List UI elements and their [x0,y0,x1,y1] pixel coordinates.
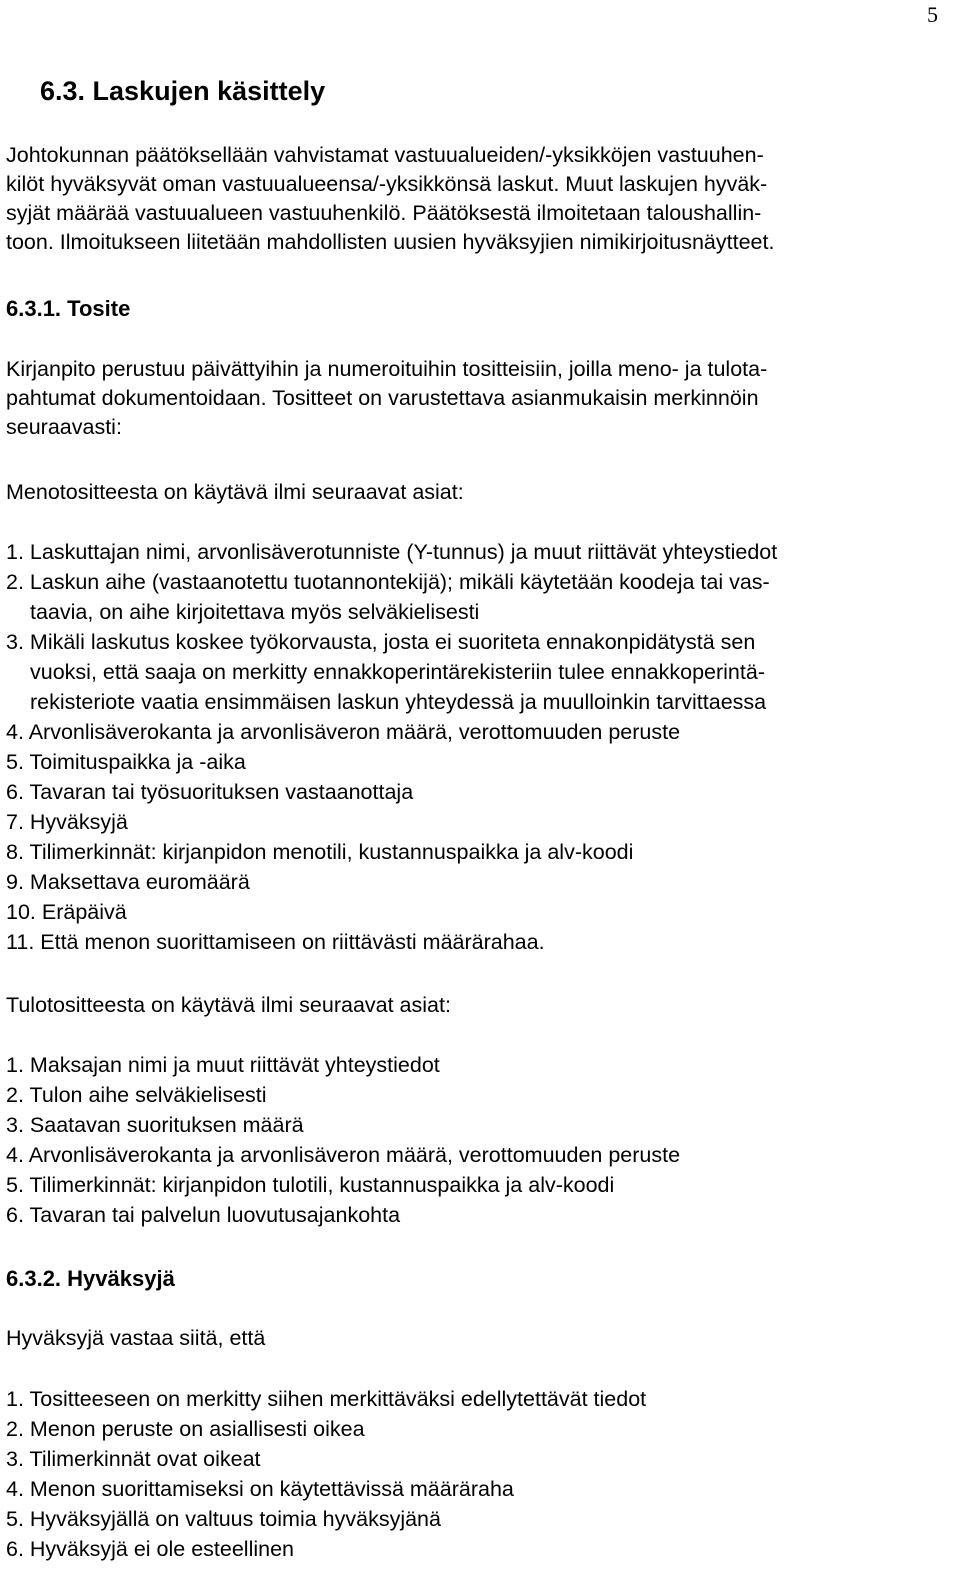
intro-paragraph [6,141,954,257]
intro-line: Johtokunnan päätöksellään vahvistamat vastuualueiden/-yksikköjen vastuuhen- [6,143,764,167]
list-item: 4. Menon suorittamiseksi on käytettävissä määräraha [6,1477,514,1501]
list-item: 6. Hyväksyjä ei ole esteellinen [6,1537,295,1561]
list-item-text: 6. Tavaran tai työsuorituksen vastaanottaja [6,780,414,804]
list-item [6,537,954,567]
list-item [6,927,954,957]
meno-heading-text: Menotositteesta on käytävä ilmi seuraavat asiat: [6,480,464,504]
list-item: 4. Arvonlisäverokanta ja arvonlisäveron määrä, verottomuuden peruste [6,1143,681,1167]
list-item: 5. Hyväksyjällä on valtuus toimia hyväksyjänä [6,1507,441,1531]
list-item-text: 7. Hyväksyjä [6,810,128,834]
intro-line: syjät määrää vastuualueen vastuuhenkilö. Päätöksestä ilmoitetaan taloushallin- [6,201,762,225]
list-item-text: 11. Että menon suorittamiseen on riittävästi määrärahaa. [6,930,545,954]
list-item: 3. Tilimerkinnät ovat oikeat [6,1447,261,1471]
subsection-title-hyvaksyja: 6.3.2. Hyväksyjä [6,1266,175,1291]
list-item: 5. Tilimerkinnät: kirjanpidon tulotili, kustannuspaikka ja alv-koodi [6,1173,615,1197]
hyvaksyja-intro-text: Hyväksyjä vastaa siitä, että [6,1326,266,1350]
list-item [6,747,954,777]
list-item-text: 3. Mikäli laskutus koskee työkorvausta, josta ei suoriteta ennakonpidätystä sen [6,630,756,654]
tosite-line: pahtumat dokumentoidaan. Tositteet on varustettava asianmukaisin merkinnöin [6,386,759,410]
tosite-line: seuraavasti: [6,415,122,439]
subsection-title-tosite: 6.3.1. Tosite [6,296,131,321]
list-item [6,867,954,897]
tulo-heading-text: Tulotositteesta on käytävä ilmi seuraavat asiat: [6,993,451,1017]
meno-list [6,537,954,957]
list-item: 2. Tulon aihe selväkielisesti [6,1083,267,1107]
list-item: 1. Maksajan nimi ja muut riittävät yhteystiedot [6,1053,440,1077]
intro-line: toon. Ilmoitukseen liitetään mahdollisten uusien hyväksyjien nimikirjoitusnäytteet. [6,230,775,254]
meno-heading [6,478,954,507]
page-number: 5 [927,2,938,27]
hyvaksyja-intro [6,1324,954,1353]
list-item-text: 2. Laskun aihe (vastaanotettu tuotannontekijä); mikäli käytetään koodeja tai vas- [6,570,770,594]
list-item [6,777,954,807]
list-item: 6. Tavaran tai palvelun luovutusajankohta [6,1203,401,1227]
intro-line: kilöt hyväksyvät oman vastuualueensa/-yksikkönsä laskut. Muut laskujen hyväk- [6,172,768,196]
list-item [6,627,954,717]
section-title: 6.3. Laskujen käsittely [40,76,326,106]
tulo-list [6,1050,954,1230]
tosite-line: Kirjanpito perustuu päivättyihin ja numeroituihin tositteisiin, joilla meno- ja tulota- [6,357,768,381]
list-item [6,567,954,627]
tulo-heading [6,991,954,1020]
list-item-text: 5. Toimituspaikka ja -aika [6,750,246,774]
list-item [6,837,954,867]
list-item-text: 1. Laskuttajan nimi, arvonlisäverotunniste (Y-tunnus) ja muut riittävät yhteystiedot [6,540,778,564]
list-item [6,717,954,747]
hyvaksyja-list [6,1384,954,1564]
list-item: 1. Tositteeseen on merkitty siihen merkittäväksi edellytettävät tiedot [6,1387,647,1411]
list-item-continuation: vuoksi, että saaja on merkitty ennakkoperintärekisteriin tulee ennakkoperintä- [30,660,765,684]
list-item-text: 10. Eräpäivä [6,900,127,924]
list-item-text: 9. Maksettava euromäärä [6,870,250,894]
list-item [6,807,954,837]
list-item-continuation: taavia, on aihe kirjoitettava myös selväkielisesti [30,600,480,624]
tosite-paragraph [6,355,954,442]
list-item [6,897,954,927]
list-item: 3. Saatavan suorituksen määrä [6,1113,304,1137]
list-item: 2. Menon peruste on asiallisesti oikea [6,1417,365,1441]
list-item-text: 8. Tilimerkinnät: kirjanpidon menotili, kustannuspaikka ja alv-koodi [6,840,634,864]
list-item-continuation: rekisteriote vaatia ensimmäisen laskun yhteydessä ja muulloinkin tarvittaessa [30,690,767,714]
list-item-text: 4. Arvonlisäverokanta ja arvonlisäveron määrä, verottomuuden peruste [6,720,681,744]
